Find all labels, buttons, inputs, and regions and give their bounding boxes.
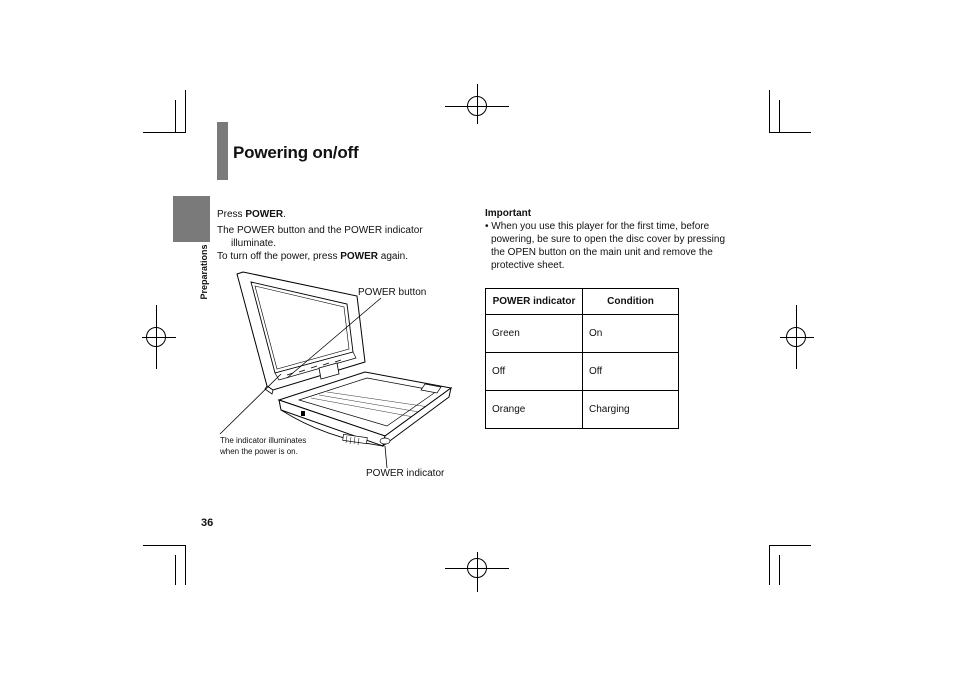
- power-description: [217, 224, 423, 263]
- important-line: protective sheet.: [491, 260, 565, 271]
- page-number: 36: [201, 517, 214, 529]
- important-note: [485, 207, 725, 272]
- indicator-note: [220, 435, 306, 457]
- table-cell: Off: [583, 353, 679, 391]
- turnoff-suffix: again.: [378, 251, 409, 262]
- power-indicator-callout: POWER indicator: [366, 468, 445, 479]
- important-line: the OPEN button on the main unit and remove the: [491, 247, 713, 258]
- description-line: illuminate.: [231, 238, 277, 249]
- table-header: Condition: [583, 289, 679, 315]
- page-title: Powering on/off: [233, 143, 359, 162]
- press-power-instruction: [217, 208, 286, 221]
- important-line: powering, be sure to open the disc cover by pressing: [491, 234, 726, 245]
- turn-off-instruction: [217, 250, 423, 263]
- power-key: POWER: [340, 251, 378, 262]
- table-row: [486, 353, 679, 391]
- table-cell: Orange: [486, 391, 583, 429]
- table-header: POWER indicator: [486, 289, 583, 315]
- indicator-note-line: when the power is on.: [220, 447, 298, 456]
- power-indicator-table: [485, 288, 679, 429]
- table-cell: Off: [486, 353, 583, 391]
- press-suffix: .: [283, 209, 286, 220]
- table-cell: Charging: [583, 391, 679, 429]
- table-row: [486, 315, 679, 353]
- turnoff-prefix: To turn off the power, press: [217, 251, 341, 262]
- table-cell: On: [583, 315, 679, 353]
- table-cell: Green: [486, 315, 583, 353]
- power-button-callout: POWER button: [358, 287, 427, 298]
- table-header-row: [486, 289, 679, 315]
- important-line: • When you use this player for the first time, before: [485, 221, 710, 232]
- indicator-note-line: The indicator illuminates: [220, 436, 307, 445]
- important-heading: Important: [485, 208, 532, 219]
- section-label: Preparations: [199, 244, 209, 300]
- table-row: [486, 391, 679, 429]
- description-line: The POWER button and the POWER indicator: [217, 225, 423, 236]
- press-prefix: Press: [217, 209, 246, 220]
- power-key: POWER: [245, 209, 284, 220]
- title-accent-bar: [217, 122, 228, 180]
